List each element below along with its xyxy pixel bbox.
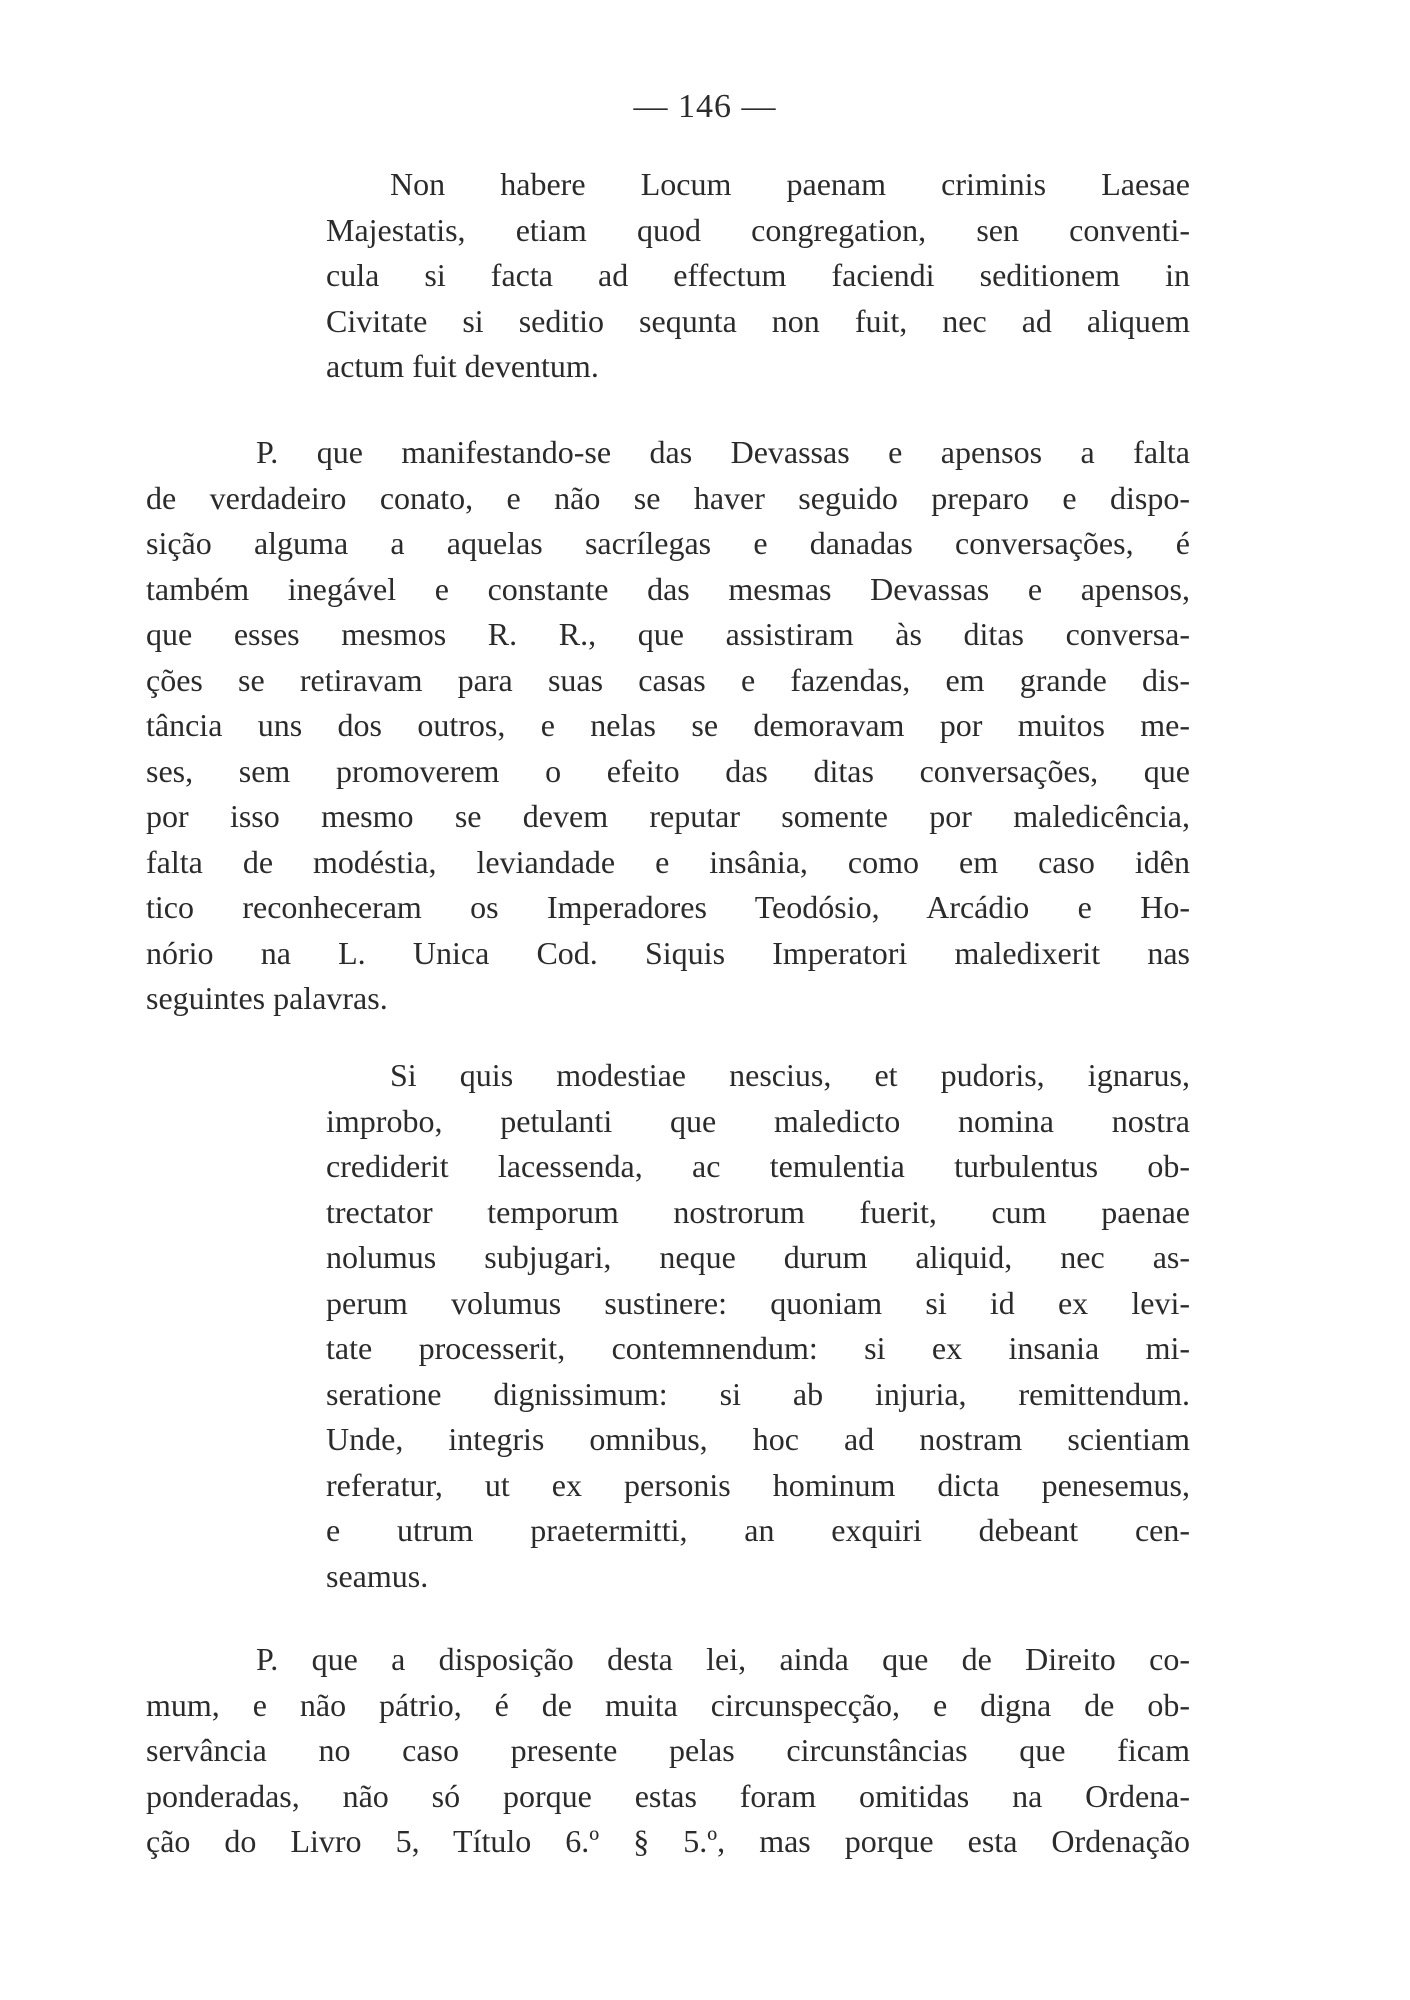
- latin-quotation-2: [326, 1053, 1190, 1599]
- text-line: improbo, petulanti que maledicto nomina nostra: [326, 1102, 1190, 1139]
- text-line: Si quis modestiae nescius, et pudoris, ignarus,: [390, 1057, 1190, 1093]
- text-line: tate processerit, contemnendum: si ex insania mi-: [326, 1330, 1190, 1366]
- text-line: P. que manifestando-se das Devassas e apensos a falta: [256, 434, 1190, 470]
- text-line: de verdadeiro conato, e não se haver seguido preparo e dispo-: [146, 479, 1190, 516]
- text-line: actum fuit deventum.: [326, 348, 599, 384]
- text-line: ses, sem promoverem o efeito das ditas conversações, que: [146, 752, 1190, 789]
- text-line: referatur, ut ex personis hominum dicta penesemus,: [326, 1466, 1190, 1503]
- latin-quotation-1: [326, 162, 1190, 390]
- text-line: nolumus subjugari, neque durum aliquid, nec as-: [326, 1239, 1190, 1275]
- text-line: tância uns dos outros, e nelas se demoravam por muitos me-: [146, 707, 1190, 743]
- text-line: cula si facta ad effectum faciendi seditionem in: [326, 257, 1190, 293]
- text-line: por isso mesmo se devem reputar somente por maledicência,: [146, 798, 1190, 834]
- text-line: Unde, integris omnibus, hoc ad nostram scientiam: [326, 1421, 1190, 1457]
- text-line: perum volumus sustinere: quoniam si id ex levi-: [326, 1284, 1190, 1321]
- text-line: servância no caso presente pelas circunstâncias que ficam: [146, 1732, 1190, 1768]
- text-line: Majestatis, etiam quod congregation, sen conventi-: [326, 211, 1190, 248]
- text-line: falta de modéstia, leviandade e insânia, como em caso idên: [146, 843, 1190, 880]
- page-number: — 146 —: [633, 88, 777, 125]
- text-line: ponderadas, não só porque estas foram omitidas na Ordena-: [146, 1777, 1190, 1814]
- text-line: seamus.: [326, 1557, 429, 1594]
- text-line: trectator temporum nostrorum fuerit, cum paenae: [326, 1193, 1190, 1230]
- paragraph-1: [146, 430, 1190, 1022]
- text-line: ção do Livro 5, Título 6.º § 5.º, mas porque esta Ordenação: [146, 1823, 1190, 1859]
- text-line: seguintes palavras.: [146, 980, 388, 1016]
- text-line: Non habere Locum paenam criminis Laesae: [390, 166, 1190, 202]
- text-line: seratione dignissimum: si ab injuria, remittendum.: [326, 1375, 1190, 1412]
- text-line: nório na L. Unica Cod. Siquis Imperatori maledixerit nas: [146, 934, 1190, 971]
- text-line: e utrum praetermitti, an exquiri debeant cen-: [326, 1512, 1190, 1548]
- text-line: Civitate si seditio sequnta non fuit, nec ad aliquem: [326, 302, 1190, 339]
- text-line: sição alguma a aquelas sacrílegas e danadas conversações, é: [146, 525, 1190, 561]
- text-line: P. que a disposição desta lei, ainda que de Direito co-: [256, 1641, 1190, 1677]
- text-line: tico reconheceram os Imperadores Teodósio, Arcádio e Ho-: [146, 889, 1190, 925]
- paragraph-2: [146, 1637, 1190, 1865]
- text-line: que esses mesmos R. R., que assistiram às ditas conversa-: [146, 616, 1190, 652]
- text-line: ções se retiravam para suas casas e fazendas, em grande dis-: [146, 661, 1190, 698]
- text-line: também inegável e constante das mesmas Devassas e apensos,: [146, 570, 1190, 607]
- text-line: mum, e não pátrio, é de muita circunspecção, e digna de ob-: [146, 1686, 1190, 1723]
- text-line: crediderit lacessenda, ac temulentia turbulentus ob-: [326, 1148, 1190, 1184]
